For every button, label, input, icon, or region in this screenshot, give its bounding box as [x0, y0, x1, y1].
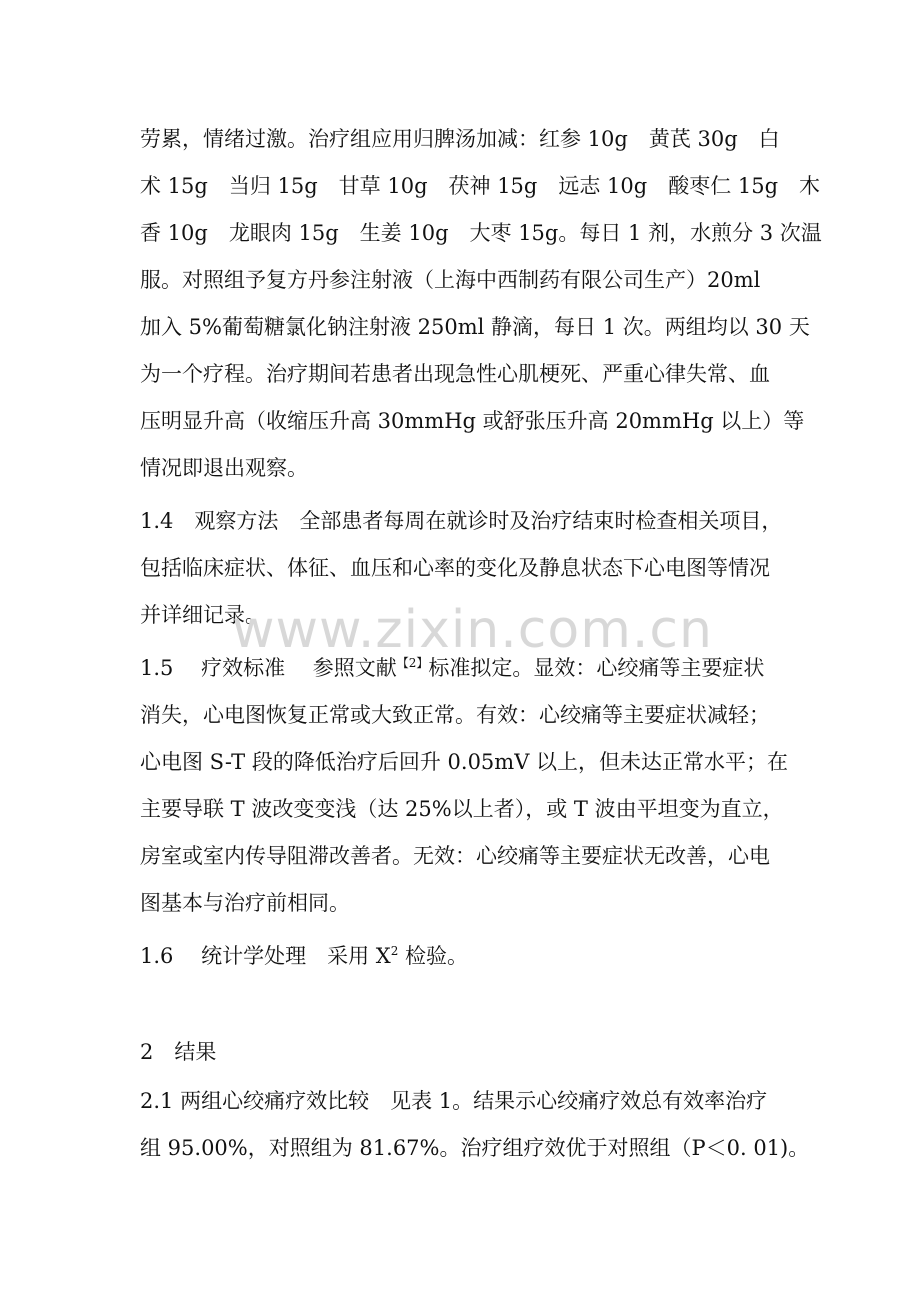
section-1-5-line: 主要导联 T 波改变变浅（达 25%以上者），或 T 波由平坦变为直立，	[140, 797, 784, 821]
section-1-5-heading: 1.5 疗效标准 参照文献	[140, 656, 397, 680]
section-2-1-line: 组 95.00%，对照组为 81.67%。治疗组疗效优于对照组（P＜0. 01)。	[140, 1136, 810, 1160]
body-text-line: 服。对照组予复方丹参注射液（上海中西制药有限公司生产）20ml	[140, 268, 761, 292]
section-1-6-text: 1.6 统计学处理 采用 X	[140, 944, 391, 968]
body-text-line: 劳累，情绪过激。治疗组应用归脾汤加减：红参 10g 黄芪 30g 白	[140, 127, 780, 151]
section-2-heading: 2 结果	[140, 1040, 217, 1064]
section-1-4-line: 并详细记录。	[140, 603, 266, 627]
section-1-6-text-end: 检验。	[398, 944, 469, 968]
body-text-line: 为一个疗程。治疗期间若患者出现急性心肌梗死、严重心律失常、血	[140, 362, 770, 386]
body-text-line: 情况即退出观察。	[140, 456, 308, 480]
section-1-5-line	[140, 653, 764, 683]
body-text-line: 香 10g 龙眼肉 15g 生姜 10g 大枣 15g。每日 1 剂，水煎分 3 次温	[140, 221, 822, 245]
section-1-5-line: 消失，心电图恢复正常或大致正常。有效：心绞痛等主要症状减轻；	[140, 703, 770, 727]
section-1-4-line: 包括临床症状、体征、血压和心率的变化及静息状态下心电图等情况	[140, 556, 770, 580]
body-text-line: 压明显升高（收缩压升高 30mmHg 或舒张压升高 20mmHg 以上）等	[140, 409, 805, 433]
section-1-6-line	[140, 941, 468, 971]
watermark: www.zixin.com.cn	[232, 600, 713, 660]
section-1-5-line: 心电图 S-T 段的降低治疗后回升 0.05mV 以上，但未达正常水平；在	[140, 750, 789, 774]
section-1-4-line: 1.4 观察方法 全部患者每周在就诊时及治疗结束时检查相关项目，	[140, 509, 783, 533]
section-1-5-text: 标准拟定。显效：心绞痛等主要症状	[428, 656, 765, 680]
section-2-1-line: 2.1 两组心绞痛疗效比较 见表 1。结果示心绞痛疗效总有效率治疗	[140, 1089, 768, 1113]
section-1-5-line: 图基本与治疗前相同。	[140, 891, 350, 915]
body-text-line: 术 15g 当归 15g 甘草 10g 茯神 15g 远志 10g 酸枣仁 15g 木	[140, 174, 821, 198]
citation-ref: 【2】	[396, 656, 429, 670]
body-text-line: 加入 5%葡萄糖氯化钠注射液 250ml 静滴，每日 1 次。两组均以 30 天	[140, 315, 810, 339]
section-1-5-line: 房室或室内传导阻滞改善者。无效：心绞痛等主要症状无改善，心电	[140, 844, 770, 868]
superscript-2: 2	[390, 944, 399, 958]
